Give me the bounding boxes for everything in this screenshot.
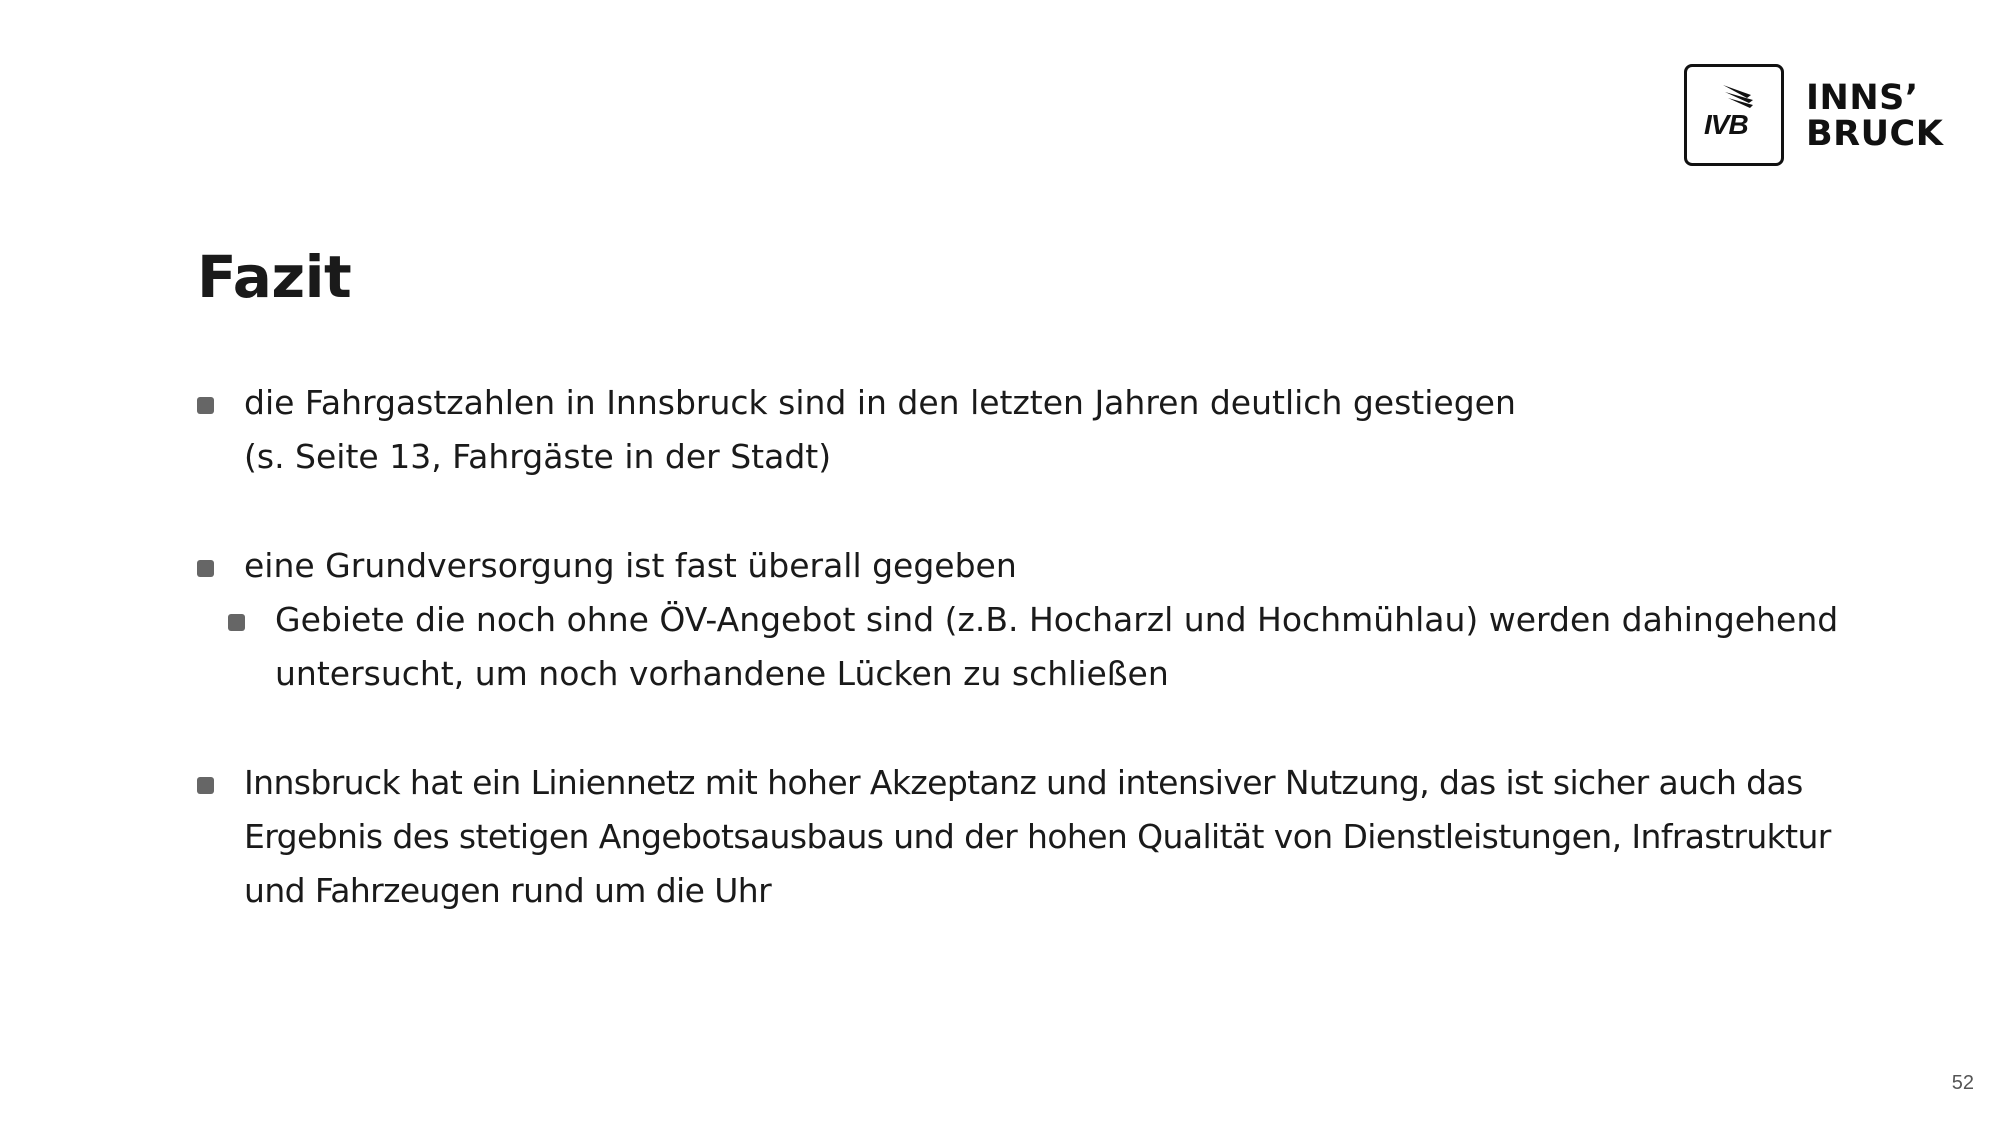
bullet-marker [197,560,214,577]
bullet-list [197,376,1897,918]
bullet-text: Ergebnis des stetigen Angebotsausbaus und der hohen Qualität von Dienstleistungen, Infrastruktur [244,817,1831,856]
slide-title: Fazit [197,243,352,311]
spacer [197,484,1897,539]
bullet-item [197,539,1897,593]
bullet-text: und Fahrzeugen rund um die Uhr [244,871,772,910]
bullet-text: eine Grundversorgung ist fast überall gegeben [244,546,1017,585]
page-number: 52 [1951,1072,1974,1094]
sub-bullet-item [228,593,1897,701]
bullet-text: Innsbruck hat ein Liniennetz mit hoher Akzeptanz und intensiver Nutzung, das ist sicher auch das [244,763,1803,802]
sub-bullet-text: Gebiete die noch ohne ÖV-Angebot sind (z.B. Hocharzl und Hochmühlau) werden dahingehend [275,600,1839,639]
sub-bullet-text: untersucht, um noch vorhandene Lücken zu schließen [275,654,1169,693]
wordmark-bruck: BRUCK [1806,114,1944,154]
bullet-text: die Fahrgastzahlen in Innsbruck sind in den letzten Jahren deutlich gestiegen [244,383,1516,422]
bullet-marker [197,397,214,414]
ivb-badge-text: IVB [1704,109,1748,140]
sub-bullet-marker [228,614,245,631]
bullet-marker [197,777,214,794]
bullet-text: (s. Seite 13, Fahrgäste in der Stadt) [244,437,832,476]
spacer [197,701,1897,756]
wordmark-inns: INNS’ [1806,78,1919,118]
ivb-innsbruck-logo [1684,64,1974,170]
bullet-item [197,376,1897,484]
bullet-item [197,756,1897,918]
ivb-badge [1684,64,1784,166]
